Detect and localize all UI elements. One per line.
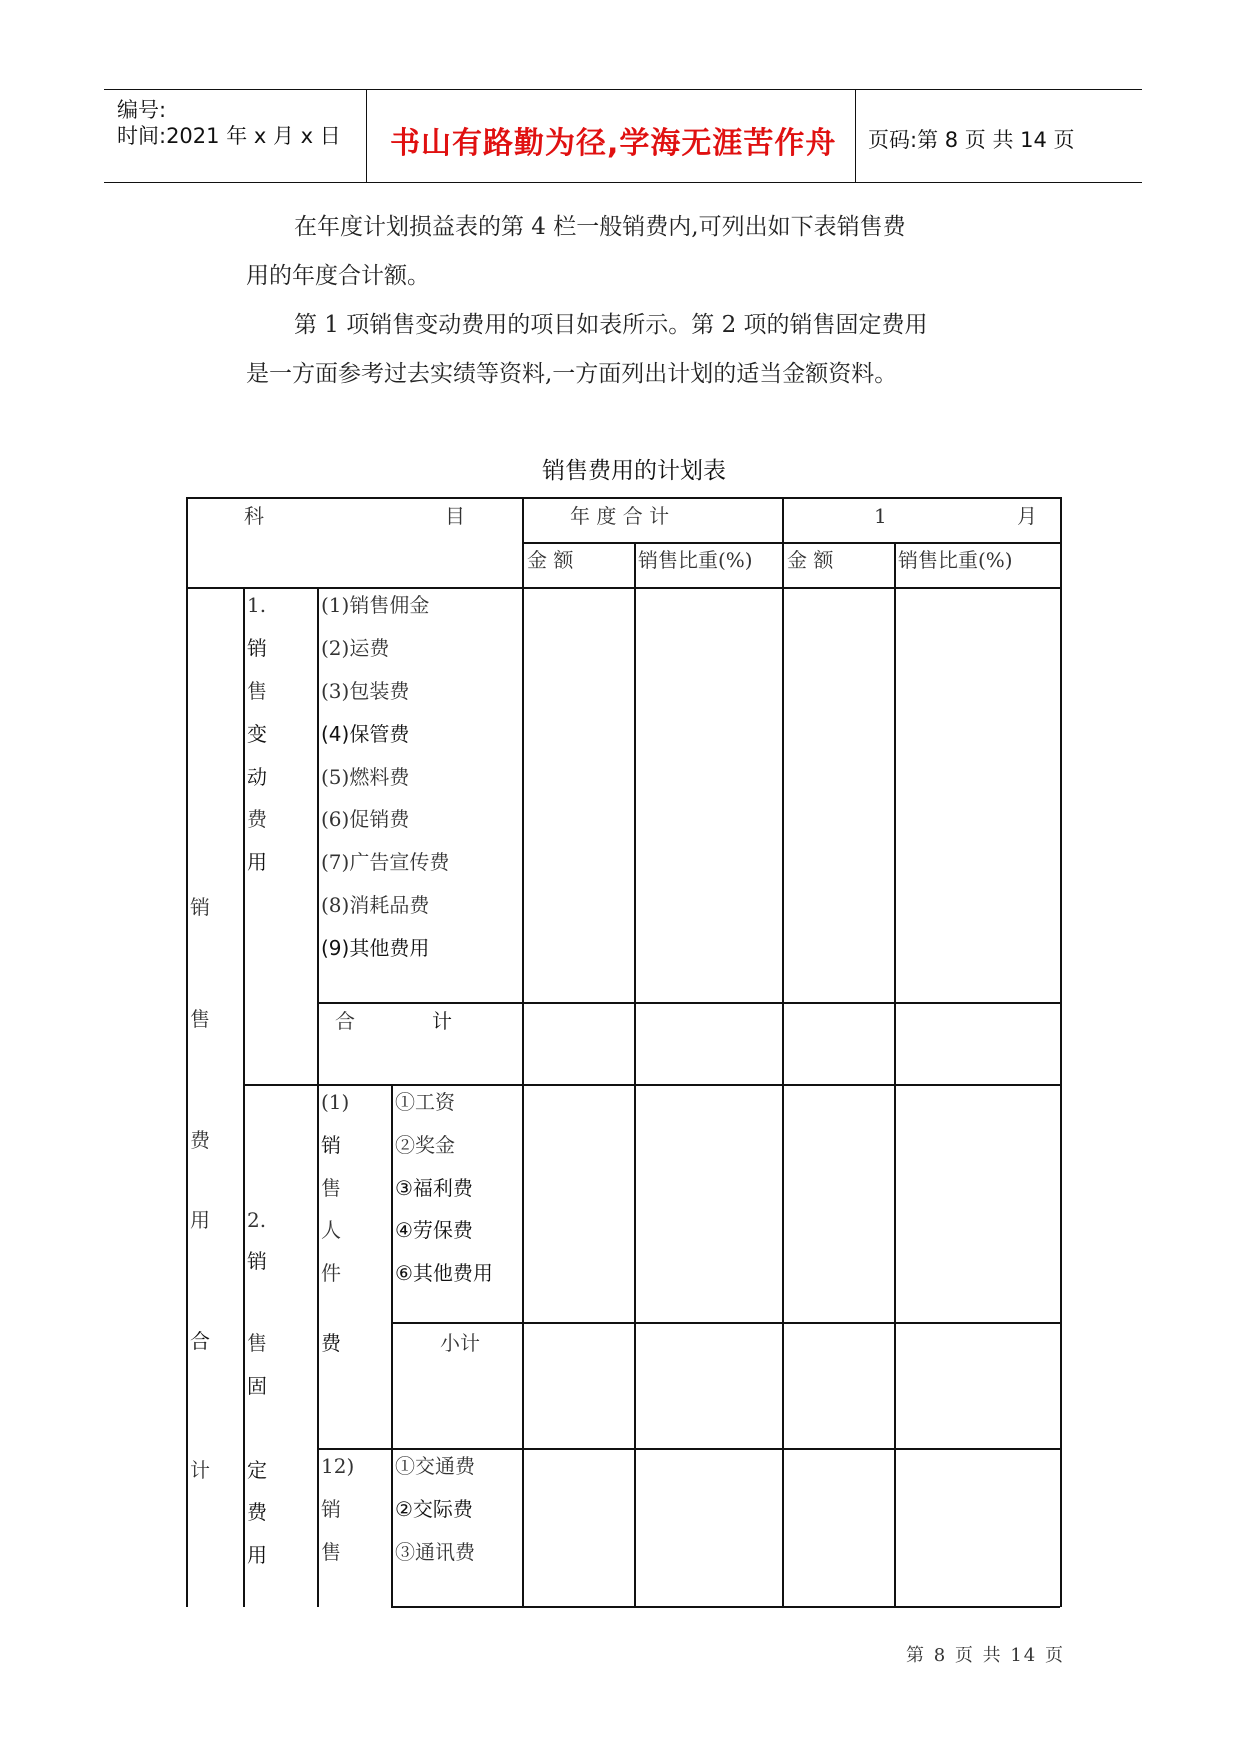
sub1-item: ⑥其他费用 [395,1261,493,1285]
header-top-rule [104,89,1142,90]
outer-label-char: 销 [190,895,210,919]
group1-item: (8)消耗品费 [321,893,430,917]
page-number-label: 页码:第 8 页 共 14 页 [868,128,1075,152]
header-divider-left [366,89,367,182]
group1-label-char: 变 [247,722,267,746]
header-month-number: 1 [874,504,887,528]
group1-label-char: 售 [247,679,267,703]
sub1-item: ②奖金 [395,1133,455,1157]
outer-label-char: 费 [190,1128,210,1152]
sub1-subtotal: 小计 [440,1331,480,1355]
document-time-label: 时间:2021 年 x 月 x 日 [117,124,341,148]
group1-item: (7)广告宣传费 [321,850,450,874]
outer-label-char: 合 [190,1329,210,1353]
group1-label-char: 动 [247,765,267,789]
header-subject-char-1: 科 [244,504,264,528]
group2-label-char: 固 [247,1374,267,1398]
sub2-label-char: 12) [321,1454,355,1478]
outer-label-char: 售 [190,1007,210,1031]
group1-item: (2)运费 [321,636,390,660]
group2-label-char: 销 [247,1249,267,1273]
header-month-char: 月 [1017,504,1037,528]
table-col-subject-end [522,497,524,1607]
sub2-label-char: 售 [321,1540,341,1564]
table-col-outer-label [243,587,245,1607]
outer-label-char: 计 [190,1458,210,1482]
group2-label-char: 用 [247,1543,267,1567]
header-divider-right [855,89,856,182]
sub1-label-char: 人 [321,1218,341,1242]
sub1-item: ④劳保费 [395,1218,473,1242]
table-rule-top [186,497,1060,499]
sub2-item: ②交际费 [395,1497,473,1521]
paragraph-1-line-1: 在年度计划损益表的第 4 栏一般销费内,可列出如下表销售费 [294,214,906,240]
group1-label-char: 费 [247,807,267,831]
paragraph-2-line-1: 第 1 项销售变动费用的项目如表所示。第 2 项的销售固定费用 [294,312,928,338]
paragraph-1-line-2: 用的年度合计额。 [246,263,430,289]
sub1-label-char: 销 [321,1133,341,1157]
table-col-right [1060,497,1062,1607]
sub2-item: ③通讯费 [395,1540,475,1564]
sub1-item: ③福利费 [395,1176,473,1200]
group1-total-char-2: 计 [432,1009,452,1033]
sub1-label-char: 费 [321,1331,341,1355]
group1-item: (5)燃料费 [321,765,410,789]
header-annual-total: 年 度 合 计 [570,504,670,528]
page-footer: 第 8 页 共 14 页 [906,1645,1065,1666]
group1-item: (9)其他费用 [321,936,430,960]
group2-label-char: 定 [247,1458,267,1482]
header-motto: 书山有路勤为径,学海无涯苦作舟 [390,126,837,161]
outer-label-char: 用 [190,1208,210,1232]
header-annual-ratio: 销售比重(%) [638,548,753,572]
sub1-item: ①工资 [395,1090,455,1114]
table-rule-group1-total-top [317,1002,1060,1004]
table-rule-bottom [391,1606,1060,1608]
document-number-label: 编号: [117,98,167,122]
header-subject-char-2: 目 [445,504,465,528]
table-col-sub-label [391,1084,393,1607]
table-rule-subtotal-top [391,1322,1060,1324]
group2-label-char: 售 [247,1331,267,1355]
group1-label-char: 用 [247,850,267,874]
group1-label-char: 销 [247,636,267,660]
table-col-group-label [317,587,319,1607]
table-rule-header-mid [522,542,1060,544]
group1-item: (4)保管费 [321,722,410,746]
table-col-annual-end [782,497,784,1607]
group1-item: (1)销售佣金 [321,593,430,617]
group1-item: (3)包装费 [321,679,410,703]
group2-label-char: 费 [247,1500,267,1524]
header-month-amount: 金 额 [787,548,834,572]
table-rule-group1-bottom [243,1084,1060,1086]
group2-label-char: 2. [247,1208,267,1232]
header-annual-amount: 金 额 [527,548,574,572]
sub2-label-char: 销 [321,1497,341,1521]
sub2-item: ①交通费 [395,1454,475,1478]
group1-item: (6)促销费 [321,807,410,831]
sub1-label-char: (1) [321,1090,350,1114]
header-month-ratio: 销售比重(%) [898,548,1013,572]
header-bottom-rule [104,182,1142,183]
table-col-month-amount-end [894,542,896,1607]
group1-label-char: 1. [247,593,267,617]
table-col-left [186,497,188,1607]
table-rule-sub2-top [317,1448,1060,1450]
paragraph-2-line-2: 是一方面参考过去实绩等资料,一方面列出计划的适当金额资料。 [246,361,898,387]
sub1-label-char: 售 [321,1176,341,1200]
sub1-label-char: 件 [321,1261,341,1285]
group1-total-char-1: 合 [335,1009,355,1033]
table-caption: 销售费用的计划表 [542,458,726,484]
table-col-annual-amount-end [634,542,636,1607]
